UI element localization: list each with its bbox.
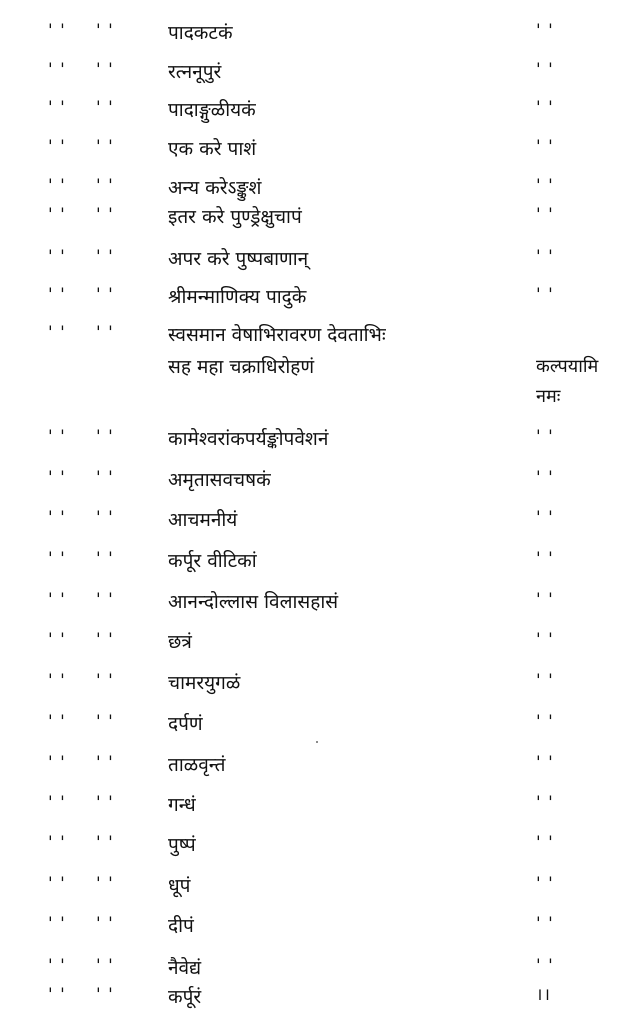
ditto-mark: ' ' bbox=[48, 630, 66, 650]
end-ditto-mark: ' ' bbox=[536, 137, 554, 157]
list-row bbox=[0, 711, 630, 741]
special-item-line1: स्वसमान वेषाभिरावरण देवताभिः bbox=[168, 324, 386, 346]
offering-item: श्रीमन्माणिक्य पादुके bbox=[168, 286, 307, 308]
offering-item: गन्धं bbox=[168, 794, 196, 816]
list-row bbox=[0, 507, 630, 537]
ditto-mark: ' ' bbox=[48, 793, 66, 813]
offering-item: अमृतासवचषकं bbox=[168, 469, 271, 491]
ditto-mark: ' ' bbox=[48, 914, 66, 934]
list-row bbox=[0, 136, 630, 166]
ditto-mark: ' ' bbox=[48, 176, 66, 196]
list-row bbox=[0, 832, 630, 862]
list-row bbox=[0, 955, 630, 985]
list-row bbox=[0, 984, 630, 1014]
end-ditto-mark: ' ' bbox=[536, 508, 554, 528]
ditto-mark: ' ' bbox=[48, 712, 66, 732]
ditto-mark: ' ' bbox=[96, 323, 114, 343]
ditto-mark: ' ' bbox=[96, 176, 114, 196]
end-ditto-mark: ' ' bbox=[536, 468, 554, 488]
namah-text: नमः bbox=[536, 386, 561, 407]
end-double-danda: ।। bbox=[536, 985, 551, 1005]
end-ditto-mark: ' ' bbox=[536, 712, 554, 732]
end-ditto-mark: ' ' bbox=[536, 21, 554, 41]
offering-item: आचमनीयं bbox=[168, 509, 238, 531]
ditto-mark: ' ' bbox=[96, 247, 114, 267]
list-row bbox=[0, 548, 630, 578]
offering-item: आनन्दोल्लास विलासहासं bbox=[168, 591, 339, 613]
end-ditto-mark: ' ' bbox=[536, 914, 554, 934]
ditto-mark: ' ' bbox=[48, 60, 66, 80]
offering-item: चामरयुगळं bbox=[168, 672, 241, 694]
list-row bbox=[0, 59, 630, 89]
ditto-mark: ' ' bbox=[48, 985, 66, 1005]
ditto-mark: ' ' bbox=[96, 793, 114, 813]
ditto-mark: ' ' bbox=[96, 671, 114, 691]
ditto-mark: ' ' bbox=[96, 590, 114, 610]
ditto-mark: ' ' bbox=[96, 956, 114, 976]
offering-item: कामेश्वरांकपर्यङ्कोपवेशनं bbox=[168, 428, 329, 450]
ditto-mark: ' ' bbox=[48, 590, 66, 610]
end-ditto-mark: ' ' bbox=[536, 98, 554, 118]
list-row bbox=[0, 284, 630, 314]
ditto-mark: ' ' bbox=[96, 427, 114, 447]
offering-item: अन्य करेऽङ्कुशं bbox=[168, 177, 262, 199]
list-row bbox=[0, 873, 630, 903]
list-row bbox=[0, 204, 630, 234]
ditto-mark: ' ' bbox=[48, 98, 66, 118]
end-ditto-mark: ' ' bbox=[536, 205, 554, 225]
list-row bbox=[0, 175, 630, 205]
ditto-mark: ' ' bbox=[96, 549, 114, 569]
ditto-mark: ' ' bbox=[48, 671, 66, 691]
ditto-mark: ' ' bbox=[96, 914, 114, 934]
end-ditto-mark: ' ' bbox=[536, 793, 554, 813]
offering-item: धूपं bbox=[168, 875, 191, 897]
ditto-mark: ' ' bbox=[96, 833, 114, 853]
end-ditto-mark: ' ' bbox=[536, 176, 554, 196]
ditto-mark: ' ' bbox=[48, 427, 66, 447]
ditto-mark: ' ' bbox=[96, 630, 114, 650]
list-row bbox=[0, 670, 630, 700]
ditto-mark: ' ' bbox=[96, 753, 114, 773]
list-row bbox=[0, 752, 630, 782]
offering-item: छत्रं bbox=[168, 631, 192, 653]
end-ditto-mark: ' ' bbox=[536, 549, 554, 569]
offering-item: पादकटकं bbox=[168, 22, 233, 44]
offering-item: रत्ननूपुरं bbox=[168, 61, 222, 83]
ditto-mark: ' ' bbox=[48, 247, 66, 267]
ditto-mark: ' ' bbox=[48, 549, 66, 569]
offering-item: इतर करे पुण्ड्रेक्षुचापं bbox=[168, 206, 302, 228]
ditto-mark: ' ' bbox=[96, 985, 114, 1005]
ditto-mark: ' ' bbox=[96, 205, 114, 225]
end-ditto-mark: ' ' bbox=[536, 874, 554, 894]
end-ditto-mark: ' ' bbox=[536, 60, 554, 80]
offering-item: एक करे पाशं bbox=[168, 138, 257, 160]
ditto-mark: ' ' bbox=[96, 508, 114, 528]
end-ditto-mark: ' ' bbox=[536, 247, 554, 267]
list-row bbox=[0, 589, 630, 619]
ditto-mark: ' ' bbox=[48, 21, 66, 41]
list-row bbox=[0, 20, 630, 50]
offering-item: कर्पूरं bbox=[168, 986, 202, 1008]
offering-item: अपर करे पुष्पबाणान् bbox=[168, 248, 309, 270]
special-item-line2: सह महा चक्राधिरोहणं bbox=[168, 356, 315, 378]
special-entry bbox=[0, 322, 630, 412]
list-row bbox=[0, 629, 630, 659]
ditto-mark: ' ' bbox=[96, 874, 114, 894]
ditto-mark: ' ' bbox=[48, 468, 66, 488]
ditto-mark: ' ' bbox=[96, 137, 114, 157]
ditto-mark: ' ' bbox=[48, 874, 66, 894]
offering-item: ताळवृन्तं bbox=[168, 754, 226, 776]
offering-item: दीपं bbox=[168, 915, 194, 937]
offering-item: पादाङ्गुळीयकं bbox=[168, 99, 256, 121]
offering-item: नैवेद्यं bbox=[168, 957, 202, 979]
ditto-mark: ' ' bbox=[48, 508, 66, 528]
offering-item: दर्पणं bbox=[168, 713, 203, 735]
ditto-mark: ' ' bbox=[48, 753, 66, 773]
ditto-mark: ' ' bbox=[96, 468, 114, 488]
list-row bbox=[0, 913, 630, 943]
ditto-mark: ' ' bbox=[96, 712, 114, 732]
scan-speck bbox=[316, 741, 318, 743]
ditto-mark: ' ' bbox=[48, 205, 66, 225]
end-ditto-mark: ' ' bbox=[536, 427, 554, 447]
ditto-mark: ' ' bbox=[96, 98, 114, 118]
list-row bbox=[0, 792, 630, 822]
list-row bbox=[0, 426, 630, 456]
offering-item: पुष्पं bbox=[168, 834, 196, 856]
ditto-mark: ' ' bbox=[48, 956, 66, 976]
ditto-mark: ' ' bbox=[96, 60, 114, 80]
list-row bbox=[0, 97, 630, 127]
end-ditto-mark: ' ' bbox=[536, 833, 554, 853]
end-ditto-mark: ' ' bbox=[536, 956, 554, 976]
list-row bbox=[0, 246, 630, 276]
end-ditto-mark: ' ' bbox=[536, 753, 554, 773]
end-ditto-mark: ' ' bbox=[536, 671, 554, 691]
ditto-mark: ' ' bbox=[48, 137, 66, 157]
end-ditto-mark: ' ' bbox=[536, 285, 554, 305]
ditto-mark: ' ' bbox=[96, 285, 114, 305]
ditto-mark: ' ' bbox=[48, 323, 66, 343]
ditto-mark: ' ' bbox=[96, 21, 114, 41]
kalpayami-text: कल्पयामि bbox=[536, 356, 599, 377]
ditto-mark: ' ' bbox=[48, 285, 66, 305]
ditto-mark: ' ' bbox=[48, 833, 66, 853]
list-row bbox=[0, 467, 630, 497]
end-ditto-mark: ' ' bbox=[536, 590, 554, 610]
offering-item: कर्पूर वीटिकां bbox=[168, 550, 257, 572]
end-ditto-mark: ' ' bbox=[536, 630, 554, 650]
